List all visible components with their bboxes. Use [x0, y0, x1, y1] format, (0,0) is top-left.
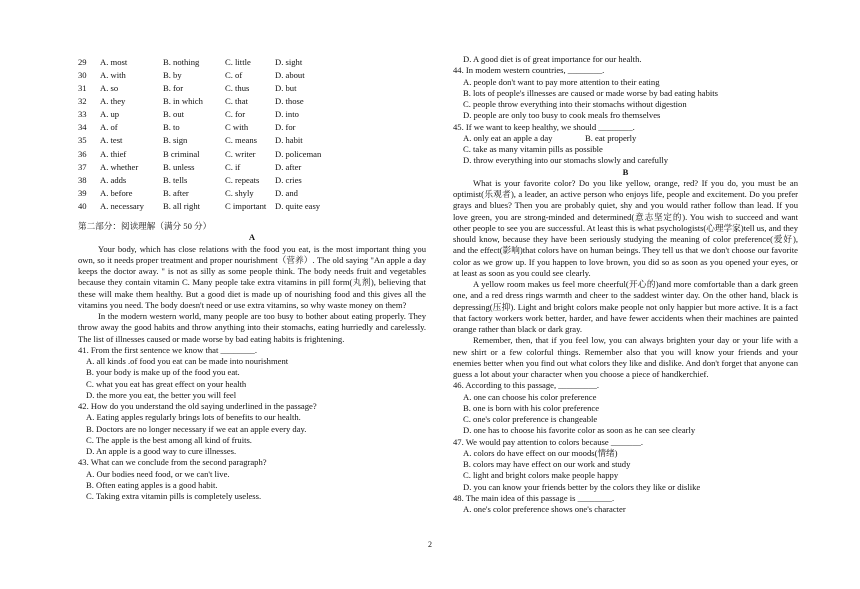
option-b: B. nothing	[163, 56, 200, 67]
option-a: A. they	[100, 96, 126, 107]
answer-option: A. Our bodies need food, or we can't live.	[86, 468, 230, 479]
question-stem: 46. According to this passage, _________.	[453, 380, 600, 391]
question-number: 37	[78, 161, 87, 172]
answer-option: A. all kinds .of food you eat can be made into nourishment	[86, 356, 289, 367]
answer-option: D. An apple is a good way to cure illnesses.	[86, 446, 237, 457]
cloze-row	[78, 148, 426, 161]
option-a: A. up	[100, 109, 120, 120]
option-d: D. cries	[275, 174, 302, 185]
question-number: 31	[78, 83, 87, 94]
question-number: 30	[78, 70, 87, 81]
option-c: C. for	[225, 109, 246, 120]
question-stem: 41. From the first sentence we know that ________.	[78, 344, 258, 355]
option-c: C. that	[225, 96, 248, 107]
option-b: B criminal	[163, 148, 200, 159]
answer-option: D. one has to choose his favorite color as soon as he can see clearly	[463, 425, 696, 436]
cloze-row	[78, 82, 426, 95]
answer-option: A. one can choose his color preference	[463, 391, 597, 402]
answer-option: B. lots of people's illnesses are caused or made worse by bad eating habits	[463, 87, 718, 98]
cloze-row	[78, 56, 426, 69]
cloze-row	[78, 121, 426, 134]
answer-option: B. Often eating apples is a good habit.	[86, 479, 218, 490]
option-a: A. adds	[100, 174, 127, 185]
option-c: C with	[225, 122, 249, 133]
option-d: D. those	[275, 96, 304, 107]
option-d: D. into	[275, 109, 299, 120]
cloze-row	[78, 161, 426, 174]
option-c: C. if	[225, 161, 241, 172]
option-a: A. so	[100, 83, 119, 94]
option-b: B. by	[163, 70, 182, 81]
option-c: C. shyly	[225, 187, 254, 198]
question-stem: 43. What can we conclude from the second paragraph?	[78, 457, 267, 468]
answer-option: C. people throw everything into their stomachs without digestion	[463, 99, 687, 109]
answer-option: C. The apple is the best among all kind of fruits.	[86, 434, 252, 445]
cloze-row	[78, 135, 426, 148]
option-a: A. test	[100, 135, 123, 146]
cloze-row	[78, 200, 426, 213]
answer-option: A. only eat an apple a day	[463, 132, 553, 143]
question-number: 40	[78, 200, 87, 211]
answer-option: A. colors do have effect on our moods(情绪)	[463, 447, 618, 458]
left-column	[78, 56, 426, 502]
answer-option: C. light and bright colors make people happy	[463, 470, 619, 481]
question-number: 34	[78, 122, 87, 133]
passage-b-paragraph: Remember, then, that if you feel low, you can always brighten your day or your life with a new shirt or a few colorful things. Remember also that you will know your friends and your enemies better when you find out what colors they like and dislike. And don't forget that anyone can guess a lot about your character when you choose a piece of handkerchief.	[453, 335, 798, 379]
answer-option: B. your body is make up of the food you eat.	[86, 367, 240, 378]
answer-option: D. you can know your friends better by the colors they like or dislike	[463, 481, 701, 492]
option-d: D. after	[275, 161, 302, 172]
option-b: B. tells	[163, 174, 188, 185]
answer-option: C. take as many vitamin pills as possible	[463, 144, 603, 154]
option-d: D. and	[275, 187, 298, 198]
option-b: B. all right	[163, 200, 200, 211]
option-d: D. about	[275, 70, 305, 81]
option-d: D. habit	[275, 135, 303, 146]
option-a: A. of	[100, 122, 118, 133]
question-stem: 47. We would pay attention to colors because _______.	[453, 436, 644, 447]
answer-option: B. colors may have effect on our work and study	[463, 459, 631, 469]
cloze-row	[78, 95, 426, 108]
cloze-row	[78, 108, 426, 121]
answer-option: B. eat properly	[585, 132, 637, 143]
passage-b-paragraph: A yellow room makes us feel more cheerful(开心的)and more comfortable than a dark green one, and a red dress rings warmth and cheer to the saddest winter day. On the other hand, black is depressing(压抑). Light and bright colors make people not only happier but more active. It is a fact that factory workers work better, harder, and have fewer accidents when their machines are painted orange rather than black or dark gray.	[453, 279, 798, 334]
option-a: A. with	[100, 70, 126, 81]
option-d: D. but	[275, 83, 297, 94]
answer-option: D. A good diet is of great importance for our health.	[463, 54, 642, 64]
answer-option: B. one is born with his color preference	[463, 402, 600, 413]
option-a: A. most	[100, 56, 128, 67]
option-d: D. for	[275, 122, 296, 133]
right-column	[453, 54, 798, 515]
question-stem: 44. In modem western countries, ________.	[453, 65, 605, 76]
section-title: 第二部分：阅读理解（满分 50 分）	[78, 221, 212, 232]
option-c: C. thus	[225, 83, 250, 94]
answer-option-row	[453, 133, 798, 144]
question-number: 32	[78, 96, 87, 107]
answer-option: C. Taking extra vitamin pills is completely useless.	[86, 491, 262, 502]
option-d: D. policeman	[275, 148, 322, 159]
answer-option: B. Doctors are no longer necessary if we eat an apple every day.	[86, 423, 307, 434]
option-b: B. for	[163, 83, 184, 94]
option-b: B. unless	[163, 161, 195, 172]
question-number: 35	[78, 135, 87, 146]
option-b: B. in which	[163, 96, 203, 107]
passage-a-paragraph: Your body, which has close relations with the food you eat, is the most important thing you own, so it needs proper treatment and proper nourishment（营养）. The old saying "An apple a day keeps the doctor away. " is not as silly as some people think. The body needs fruit and vegetables because they contain vitamin C. Many people take extra vitamins in pill form(丸剂), believing that these will make them healthy. But a good diet is made up of nourishing food and this gives all the vitamins you need. The body doesn't need or use extra vitamins, so why waste money on them?	[78, 243, 426, 310]
option-c: C. of	[225, 70, 243, 81]
cloze-answer-table	[78, 56, 426, 213]
passage-a-label: A	[248, 232, 256, 243]
option-b: B. out	[163, 109, 185, 120]
question-number: 36	[78, 148, 87, 159]
question-stem: 48. The main idea of this passage is ________.	[453, 492, 615, 503]
answer-option: A. one's color preference shows one's character	[463, 504, 626, 514]
page-number: 2	[428, 540, 432, 549]
passage-b-paragraph: What is your favorite color? Do you like yellow, orange, red? If you do, you must be an optimist(乐观者), a leader, an active person who enjoys life, people and excitement. Do you prefer grays and blues? Then you are probably quiet, shy and you would rather follow than lead. If you love green, you are strong-minded and determined(意志坚定的). You wish to succeed and want other people to see you are successful. At least this is what psychologists(心理学家)tell us, and they should know, because they have been seriously studying the meaning of color preference(爱好), and the effect(影响)that colors have on human beings. They tell us that we don't choose our favorite color as we grow up. If you happen to love brown, you did so as soon as you opened your eyes, or at least as soon as you could see clearly.	[453, 177, 798, 278]
answer-option: D. throw everything into our stomachs slowly and carefully	[463, 155, 669, 166]
answer-option: C. what you eat has great effect on your health	[86, 378, 247, 389]
question-number: 33	[78, 109, 87, 120]
option-a: A. necessary	[100, 200, 144, 211]
answer-option: D. people are only too busy to cook meals fro themselves	[463, 110, 661, 121]
option-b: B. to	[163, 122, 180, 133]
option-d: D. quite easy	[275, 200, 321, 211]
option-a: A. thief	[100, 148, 127, 159]
option-d: D. sight	[275, 56, 303, 67]
answer-option: A. people don't want to pay more attention to their eating	[463, 76, 660, 87]
passage-b-label: B	[622, 166, 629, 177]
option-c: C important	[225, 200, 267, 211]
option-a: A. before	[100, 187, 133, 198]
option-c: C. writer	[225, 148, 256, 159]
answer-option: A. Eating apples regularly brings lots of benefits to our health.	[86, 412, 301, 423]
question-number: 38	[78, 174, 87, 185]
question-stem: 42. How do you understand the old saying underlined in the passage?	[78, 401, 317, 412]
option-b: B. sign	[163, 135, 188, 146]
question-number: 29	[78, 56, 87, 67]
answer-option: C. one's color preference is changeable	[463, 414, 598, 424]
option-c: C. little	[225, 56, 251, 67]
option-b: B. after	[163, 187, 189, 198]
option-c: C. repeats	[225, 174, 260, 185]
cloze-row	[78, 69, 426, 82]
question-stem: 45. If we want to keep healthy, we should ________.	[453, 121, 635, 132]
cloze-row	[78, 187, 426, 200]
question-number: 39	[78, 187, 87, 198]
cloze-row	[78, 174, 426, 187]
answer-option: D. the more you eat, the better you will feel	[86, 389, 237, 400]
option-a: A. whether	[100, 161, 139, 172]
option-c: C. means	[225, 135, 257, 146]
passage-a-paragraph: In the modern western world, many people are too busy to bother about eating properly. They throw away the good habits and throw anything into their stomachs, eating hurriedly and carelessly. The list of illnesses caused or made worse by bad eating habits is frightening.	[78, 311, 426, 344]
